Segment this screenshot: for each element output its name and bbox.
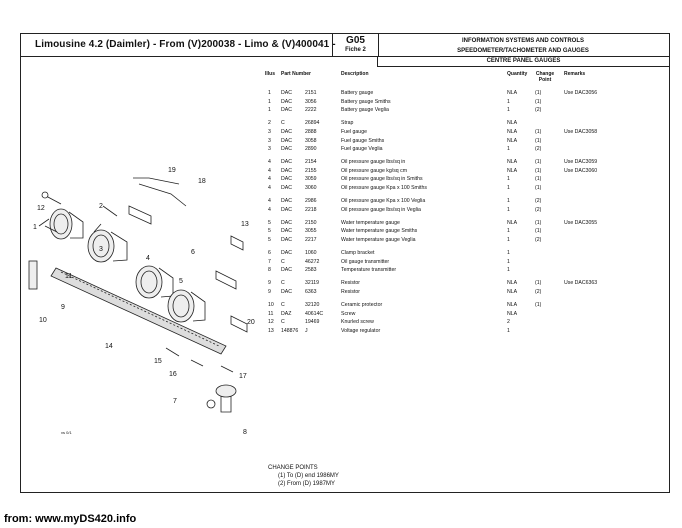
description-cell: Voltage regulator — [341, 327, 381, 334]
prefix-cell: DAC — [281, 198, 292, 205]
change-point-cell: (1) — [535, 167, 542, 174]
quantity-cell: NLA — [507, 280, 518, 287]
callout: 2 — [99, 203, 103, 210]
quantity-cell: NLA — [507, 90, 518, 96]
illus-cell: 5 — [268, 237, 271, 243]
prefix-cell: DAC — [281, 185, 292, 191]
illus-cell: 9 — [268, 289, 271, 295]
quantity-cell: NLA — [507, 128, 518, 135]
illus-cell: 9 — [268, 280, 271, 287]
source-footer: from: www.myDS420.info — [4, 513, 137, 525]
number-cell: 40614C — [305, 310, 324, 317]
fiche-code-box — [332, 34, 379, 56]
change-point-cell: (1) — [535, 185, 542, 191]
quantity-cell: 1 — [507, 107, 510, 114]
description-cell: Oil gauge transmitter — [341, 258, 390, 265]
change-point-cell: (2) — [535, 206, 542, 213]
number-cell: 2217 — [305, 237, 317, 243]
callout: 16 — [169, 371, 177, 378]
remarks-cell: Use DAC6363 — [564, 280, 598, 287]
change-point-cell: (2) — [535, 198, 542, 205]
description-cell: Strap — [341, 120, 354, 127]
prefix-cell: DAC — [281, 90, 292, 96]
quantity-cell: NLA — [507, 302, 518, 309]
number-cell: 6363 — [305, 289, 317, 295]
illus-cell: 11 — [268, 310, 274, 317]
callout: 17 — [239, 373, 247, 380]
col-part-number: Part Number — [281, 71, 312, 77]
description-cell: Water temperature gauge — [341, 219, 400, 226]
change-point-cell: (1) — [535, 90, 542, 96]
change-point-cell: (1) — [535, 137, 542, 144]
quantity-cell: NLA — [507, 137, 518, 144]
illus-cell: 3 — [268, 137, 271, 144]
description-cell: Resistor — [341, 289, 361, 295]
description-cell: Oil pressure gauge lbs/sq in Smiths — [341, 176, 423, 183]
fiche-number: Fiche 2 — [345, 47, 366, 53]
change-points-heading: CHANGE POINTS — [268, 465, 318, 471]
prefix-cell: DAC — [281, 146, 292, 153]
remarks-cell: Use DAC3056 — [564, 90, 598, 96]
callout: 15 — [154, 358, 162, 365]
description-cell: Temperature transmitter — [341, 267, 397, 274]
change-point-cell: (1) — [535, 228, 542, 235]
illus-cell: 4 — [268, 167, 271, 174]
prefix-cell: DAC — [281, 206, 292, 213]
callout: 9 — [61, 304, 65, 311]
prefix-cell: C — [281, 120, 285, 127]
number-cell: 32120 — [305, 302, 320, 309]
callout: 12 — [37, 205, 45, 212]
col-description: Description — [341, 71, 369, 77]
change-point-cell: (2) — [535, 237, 542, 243]
quantity-cell: NLA — [507, 219, 518, 226]
quantity-cell: NLA — [507, 120, 518, 127]
parts-sheet — [20, 33, 670, 493]
prefix-cell: DAC — [281, 250, 292, 257]
number-cell: 19469 — [305, 319, 320, 326]
prefix-cell: C — [281, 280, 285, 287]
quantity-cell: 1 — [507, 98, 510, 105]
number-cell: 2583 — [305, 267, 317, 274]
prefix-cell: DAC — [281, 167, 292, 174]
prefix-cell: DAZ — [281, 310, 292, 317]
description-cell: Oil pressure gauge lbs/sq in — [341, 159, 406, 166]
number-cell: J — [305, 327, 308, 334]
prefix-cell: 148876 — [281, 327, 299, 334]
illus-cell: 3 — [268, 128, 271, 135]
callout: 13 — [241, 221, 249, 228]
number-cell: 3059 — [305, 176, 317, 183]
callout: 1 — [33, 224, 37, 231]
illus-cell: 1 — [268, 90, 271, 96]
quantity-cell: 1 — [507, 176, 510, 183]
prefix-cell: DAC — [281, 137, 292, 144]
change-point-cell: (1) — [535, 219, 542, 226]
prefix-cell: DAC — [281, 107, 292, 114]
description-cell: Oil pressure gauge Kpa x 100 Smiths — [341, 185, 427, 191]
section-title — [377, 34, 669, 56]
number-cell: 2890 — [305, 146, 317, 153]
illus-cell: 1 — [268, 98, 271, 105]
number-cell: 26894 — [305, 120, 320, 127]
prefix-cell: DAC — [281, 159, 292, 166]
exploded-diagram — [21, 56, 266, 436]
callout: 5 — [179, 278, 183, 285]
quantity-cell: NLA — [507, 159, 518, 166]
illus-cell: 13 — [268, 327, 274, 334]
number-cell: 32119 — [305, 280, 320, 287]
change-point-cell: (1) — [535, 98, 542, 105]
description-cell: Battery gauge Veglia — [341, 107, 389, 114]
number-cell: 3058 — [305, 137, 317, 144]
change-points — [268, 464, 339, 488]
col-quantity: Quantity — [507, 71, 528, 77]
callout: 6 — [191, 249, 195, 256]
callout: 8 — [243, 429, 247, 436]
change-point-cell: (1) — [535, 302, 542, 309]
number-cell: 3055 — [305, 228, 317, 235]
prefix-cell: C — [281, 319, 285, 326]
number-cell: 2888 — [305, 128, 317, 135]
number-cell: 2218 — [305, 206, 317, 213]
col-illus: Illus — [265, 71, 276, 77]
callout: 14 — [105, 343, 113, 350]
description-cell: Screw — [341, 310, 356, 317]
quantity-cell: 1 — [507, 237, 510, 243]
number-cell: 2155 — [305, 167, 317, 174]
illus-cell: 7 — [268, 258, 271, 265]
illus-cell: 1 — [268, 107, 271, 114]
illus-cell: 4 — [268, 198, 271, 205]
change-point-cell: (1) — [535, 280, 542, 287]
remarks-cell: Use DAC3059 — [564, 159, 598, 166]
change-point-cell: (1) — [535, 159, 542, 166]
description-cell: Oil pressure gauge kg/sq cm — [341, 167, 408, 174]
illus-cell: 6 — [268, 250, 271, 257]
description-cell: Oil pressure gauge Kpa x 100 Veglia — [341, 198, 426, 205]
callout: 10 — [39, 317, 47, 324]
illus-cell: 4 — [268, 185, 271, 191]
prefix-cell: C — [281, 302, 285, 309]
quantity-cell: 1 — [507, 258, 510, 265]
prefix-cell: DAC — [281, 237, 292, 243]
change-point-2: (2) From (D) 1987MY — [278, 481, 336, 487]
illus-cell: 5 — [268, 219, 271, 226]
illus-cell: 4 — [268, 206, 271, 213]
illus-cell: 4 — [268, 176, 271, 183]
group-code: G05 — [346, 35, 365, 46]
illus-cell: 12 — [268, 319, 274, 326]
description-cell: Battery gauge — [341, 90, 374, 96]
callout: 7 — [173, 398, 177, 405]
callout: 11 — [65, 273, 73, 280]
description-cell: Fuel gauge Smiths — [341, 137, 385, 144]
description-cell: Clamp bracket — [341, 250, 375, 257]
sheet-header — [21, 34, 669, 57]
quantity-cell: NLA — [507, 167, 518, 174]
description-cell: Fuel gauge Veglia — [341, 146, 383, 153]
callout: 18 — [198, 178, 206, 185]
description-cell: Water temperature gauge Veglia — [341, 237, 416, 243]
description-cell: Resistor — [341, 280, 361, 287]
illus-cell: 8 — [268, 267, 271, 274]
illus-cell: 10 — [268, 302, 274, 309]
number-cell: 1060 — [305, 250, 317, 257]
quantity-cell: 1 — [507, 198, 510, 205]
illus-cell: 4 — [268, 159, 271, 166]
number-cell: 3060 — [305, 185, 317, 191]
change-point-cell: (2) — [535, 107, 542, 114]
diagram-ref: vs 0/1 — [61, 430, 72, 435]
prefix-cell: DAC — [281, 128, 292, 135]
section-line-1: INFORMATION SYSTEMS AND CONTROLS — [462, 38, 584, 44]
description-cell: Ceramic protector — [341, 302, 383, 309]
quantity-cell: 1 — [507, 267, 510, 274]
number-cell: 2154 — [305, 159, 317, 166]
description-cell: Oil pressure gauge lbs/sq in Veglia — [341, 206, 421, 213]
illus-cell: 3 — [268, 146, 271, 153]
change-point-1: (1) To (D) end 1986MY — [278, 473, 339, 479]
col-change-point: Change Point — [535, 71, 555, 83]
page-title: Limousine 4.2 (Daimler) - From (V)200038 - Limo & (V)400041 - — [35, 39, 336, 50]
prefix-cell: DAC — [281, 176, 292, 183]
description-cell: Knurled screw — [341, 319, 374, 326]
quantity-cell: 1 — [507, 206, 510, 213]
quantity-cell: 1 — [507, 146, 510, 153]
illus-cell: 2 — [268, 120, 271, 127]
prefix-cell: DAC — [281, 228, 292, 235]
remarks-cell: Use DAC3055 — [564, 219, 598, 226]
change-point-cell: (1) — [535, 176, 542, 183]
number-cell: 46272 — [305, 258, 320, 265]
remarks-cell: Use DAC3058 — [564, 128, 598, 135]
quantity-cell: 2 — [507, 319, 510, 326]
change-point-cell: (1) — [535, 128, 542, 135]
number-cell: 2151 — [305, 90, 317, 96]
remarks-cell: Use DAC3060 — [564, 167, 598, 174]
col-remarks: Remarks — [564, 71, 586, 77]
callout: 20 — [247, 319, 255, 326]
change-point-cell: (2) — [535, 146, 542, 153]
quantity-cell: NLA — [507, 289, 518, 295]
callout: 3 — [99, 246, 103, 253]
prefix-cell: DAC — [281, 267, 292, 274]
callout: 19 — [168, 167, 176, 174]
change-point-cell: (2) — [535, 289, 542, 295]
number-cell: 2150 — [305, 219, 317, 226]
description-cell: Battery gauge Smiths — [341, 98, 391, 105]
prefix-cell: DAC — [281, 219, 292, 226]
prefix-cell: C — [281, 258, 285, 265]
quantity-cell: 1 — [507, 327, 510, 334]
description-cell: Fuel gauge — [341, 128, 367, 135]
quantity-cell: NLA — [507, 310, 518, 317]
quantity-cell: 1 — [507, 228, 510, 235]
number-cell: 2222 — [305, 107, 317, 114]
quantity-cell: 1 — [507, 250, 510, 257]
number-cell: 2986 — [305, 198, 317, 205]
subsection-title: CENTRE PANEL GAUGES — [377, 56, 669, 67]
number-cell: 3056 — [305, 98, 317, 105]
prefix-cell: DAC — [281, 98, 292, 105]
illus-cell: 5 — [268, 228, 271, 235]
section-line-2: SPEEDOMETER/TACHOMETER AND GAUGES — [457, 48, 589, 54]
description-cell: Water temperature gauge Smiths — [341, 228, 418, 235]
callout: 4 — [146, 255, 150, 262]
quantity-cell: 1 — [507, 185, 510, 191]
prefix-cell: DAC — [281, 289, 292, 295]
